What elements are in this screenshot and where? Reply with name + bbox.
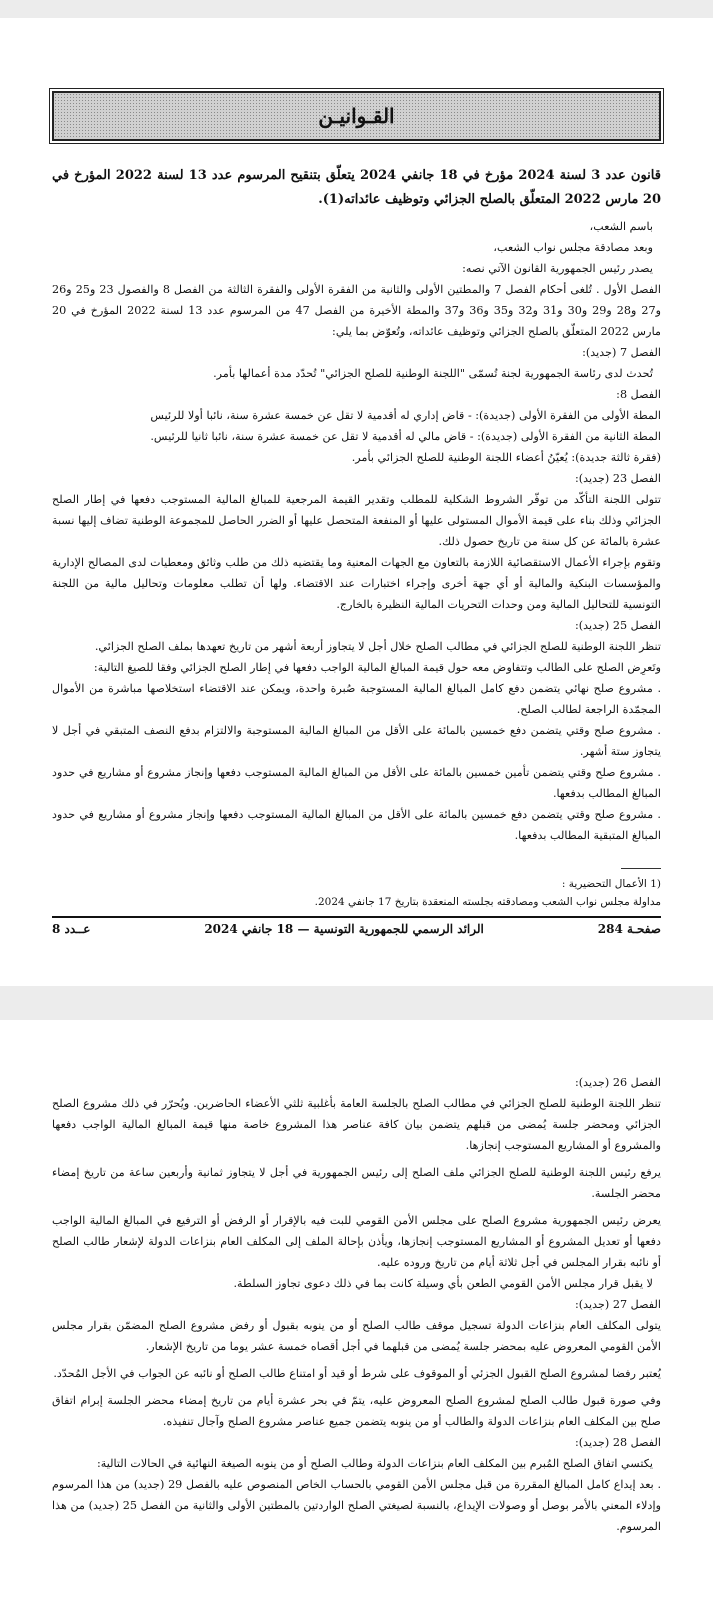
journal-title: الرائد الرسمي للجمهورية التونسية — 18 جانفي 2024 — [204, 922, 484, 936]
paragraph: وتقوم بإجراء الأعمال الاستقصائية اللازمة بالتعاون مع الجهات المعنية وما يقتضيه ذلك من طلب وثائق ومعطيات لدى المصالح الإدارية والمؤسسات البنكية والمالية أو أي جهة أخرى وإجراء اختبارات عند الاقتضاء. ولها أن تطلب معلومات وتحاليل مالية من اللجنة التونسية للتحاليل المالية ومن وحدات التحريات المالية النظيرة بالخارج. — [52, 556, 661, 611]
paragraph: يتولى المكلف العام بنزاعات الدولة تسجيل موقف طالب الصلح أو من ينوبه بقبول أو رفض مشروع الصلح المضمّن بقرار مجلس الأمن القومي المعروض عليه بمحضر جلسة يُمضى من قبلهما في أجل أقصاه خمسة عشر يوما من تاريخ الإشعار. — [52, 1319, 661, 1353]
article-heading: الفصل 7 (جديد): — [582, 346, 661, 359]
paragraph: يُعتبر رفضا لمشروع الصلح القبول الجزئي أو الموقوف على شرط أو قيد أو امتناع طالب الصلح أو نائبه عن الجواب في الأجل المُحدّد. — [53, 1367, 661, 1380]
paragraph: (فقرة ثالثة جديدة): يُعيّنُ أعضاء اللجنة الوطنية للصلح الجزائي بأمر. — [351, 451, 661, 464]
page-footer — [52, 916, 661, 936]
list-item: . مشروع صلح وقتي يتضمن دفع خمسين بالمائة على الأقل من المبالغ المالية المستوجب دفعها وإنجاز مشروع أو مشاريع في حدود المبالغ المتبقية المطالب بدفعها. — [52, 808, 661, 842]
footnote-text: مداولة مجلس نواب الشعب ومصادقته بجلسته المنعقدة بتاريخ 17 جانفي 2024. — [314, 896, 661, 908]
list-item: . مشروع صلح وقتي يتضمن تأمين خمسين بالمائة على الأقل من المبالغ المالية المستوجب دفعها وإنجاز مشروع أو مشاريع في حدود المبالغ المطالب بدفعها. — [52, 766, 661, 800]
paragraph: المطة الثانية من الفقرة الأولى (جديدة): - قاض مالي له أقدمية لا تقل عن خمسة عشرة سنة، نائبا ثانيا للرئيس. — [150, 430, 661, 443]
issue-number: عــدد 8 — [52, 922, 91, 936]
section-heading-box — [52, 91, 661, 141]
paragraph: يرفع رئيس اللجنة الوطنية للصلح الجزائي ملف الصلح إلى رئيس الجمهورية في أجل لا يتجاوز ثمانية وأربعين ساعة من تاريخ إمضاء محضر الجلسة. — [52, 1166, 661, 1200]
section-heading: القـوانيـن — [318, 104, 395, 128]
paragraph: تنظر اللجنة الوطنية للصلح الجزائي في مطالب الصلح خلال أجل لا يتجاوز أربعة أشهر من تاريخ تعهدها بملف الصلح الجزائي. — [94, 640, 661, 653]
paragraph: يصدر رئيس الجمهورية القانون الآتي نصه: — [462, 262, 653, 275]
paragraph: الفصل الأول . تُلغى أحكام الفصل 7 والمطتين الأولى والثانية من الفقرة الأولى والفقرة الثالثة من الفصل 8 والفصول 23 و25 و26 و27 و28 و29 و30 و31 و32 و35 و36 و37 والمطة الأخيرة من الفصل 47 من المرسوم عدد 13 لسنة 2022 المؤرخ في 20 مارس 2022 المتعلّق بالصلح الجزائي وتوظيف عائداته، وتُعوّض بما يلي: — [52, 283, 662, 338]
paragraph: المطة الأولى من الفقرة الأولى (جديدة): - قاض إداري له أقدمية لا تقل عن خمسة عشرة سنة، نائبا أولا للرئيس — [150, 409, 661, 422]
article-heading: الفصل 26 (جديد): — [574, 1076, 661, 1089]
article-heading: الفصل 27 (جديد): — [574, 1298, 661, 1311]
law-title: قانون عدد 3 لسنة 2024 مؤرخ في 18 جانفي 2024 يتعلّق بتنقيح المرسوم عدد 13 لسنة 2022 المؤرخ في 20 مارس 2022 المتعلّق بالصلح الجزائي وتوظيف عائداته(1). — [52, 168, 661, 207]
list-item: . مشروع صلح وقتي يتضمن دفع خمسين بالمائة على الأقل من المبالغ المالية المستوجبة والالتزام بدفع النصف المتبقي في أجل لا يتجاوز ستة أشهر. — [52, 724, 661, 758]
paragraph: يعرض رئيس الجمهورية مشروع الصلح على مجلس الأمن القومي للبت فيه بالإقرار أو الرفض أو الترفيع في المبالغ المالية الواجب دفعها أو تعديل المشروع أو المشاريع المستوجب إنجازها، ويأذن بإحالة الملف إلى المكلف العام بنزاعات الدولة لإشعار طالب الصلح أو نائبه بقرار المجلس في أجل ثلاثة أيام من تاريخ وروده عليه. — [52, 1214, 661, 1269]
paragraph: وفي صورة قبول طالب الصلح لمشروع الصلح المعروض عليه، يتمّ في بحر عشرة أيام من تاريخ إمضاء محضر الجلسة إبرام اتفاق صلح بين المكلف العام بنزاعات الدولة والطالب أو من ينوبه يتضمن جميع عناصر مشروع الصلح وآجال تنفيذه. — [52, 1394, 661, 1428]
paragraph: وبعد مصادقة مجلس نواب الشعب، — [493, 241, 653, 254]
article-heading: الفصل 8: — [616, 388, 661, 401]
page-number: صفحـة 284 — [597, 922, 661, 936]
footnote-divider — [621, 868, 661, 869]
list-item: . مشروع صلح نهائي يتضمن دفع كامل المبالغ المالية المستوجبة صُبرة واحدة، ويمكن عند الاقتضاء استخلاصها مباشرة من الأموال المجمّدة الراجعة لطالب الصلح. — [52, 682, 661, 716]
footnote-title: (1 الأعمال التحضيرية : — [561, 878, 661, 890]
paragraph: لا يقبل قرار مجلس الأمن القومي الطعن بأي وسيلة كانت بما في ذلك دعوى تجاوز السلطة. — [233, 1277, 653, 1290]
gazette-page-284 — [0, 18, 713, 986]
gazette-page-next — [0, 1020, 713, 1608]
article-heading: الفصل 25 (جديد): — [574, 619, 661, 632]
paragraph: وتَعرِض الصلح على الطالب وتتفاوض معه حول قيمة المبالغ المالية الواجب دفعها في إطار الصلح الجزائي وفقا للصيغ التالية: — [93, 661, 661, 674]
list-item: . بعد إيداع كامل المبالغ المقررة من قبل مجلس الأمن القومي بالحساب الخاص المنصوص عليه بالفصل 29 (جديد) من هذا المرسوم وإدلاء المعني بالأمر بوصل أو وصولات الإيداع، بالنسبة لصيغتي الصلح الواردتين بالمطتين الأولى والثانية من الفصل 25 (جديد) من هذا المرسوم. — [52, 1478, 662, 1533]
paragraph: تُحدث لدى رئاسة الجمهورية لجنة تُسمّى "اللجنة الوطنية للصلح الجزائي" تُحدّد مدة أعمالها بأمر. — [213, 367, 653, 380]
paragraph: تتولى اللجنة التأكّد من توفّر الشروط الشكلية للمطلب وتقدير القيمة المرجعية للمبالغ المالية المستوجب دفعها في إطار الصلح الجزائي وذلك بناء على قيمة الأموال المستولى عليها أو المنفعة المتحصل عليها أو الضرر الحاصل للمجموعة الوطنية تضاف إليها نسبة عشرة بالمائة عن كل سنة من تاريخ حصول ذلك. — [52, 493, 661, 548]
article-heading: الفصل 28 (جديد): — [574, 1436, 661, 1449]
paragraph: باسم الشعب، — [589, 220, 653, 233]
paragraph: يكتسي اتفاق الصلح المُبرم بين المكلف العام بنزاعات الدولة وطالب الصلح أو من ينوبه الصيغة النهائية في الحالات التالية: — [96, 1457, 653, 1470]
article-heading: الفصل 23 (جديد): — [574, 472, 661, 485]
paragraph: تنظر اللجنة الوطنية للصلح الجزائي في مطالب الصلح بالجلسة العامة بأغلبية ثلثي الأعضاء الحاضرين. ويُحرّر في ذلك مشروع الصلح الجزائي ومحضر جلسة يُمضى من قبلهم يتضمن بيان كافة عناصر هذا المشروع خاصة منها قيمة المبالغ المالية الواجب دفعها والمشروع أو المشاريع المستوجب إنجازها. — [52, 1097, 661, 1152]
